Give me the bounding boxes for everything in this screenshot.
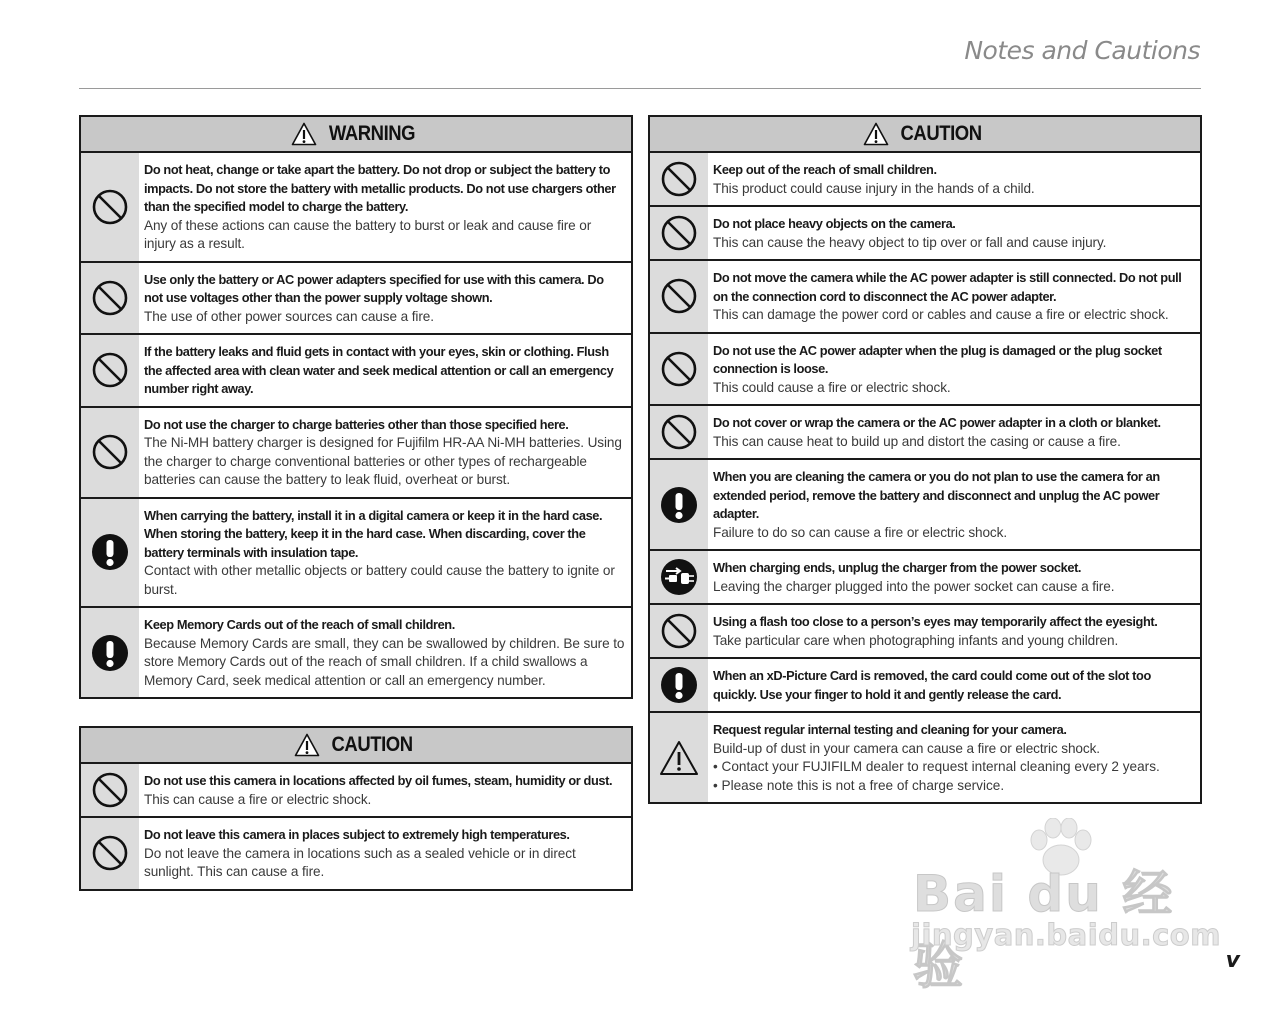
header-divider bbox=[79, 88, 1201, 89]
notice-body: This product could cause injury in the hands of a child. bbox=[713, 180, 1035, 196]
prohibited-icon bbox=[660, 160, 698, 198]
notice-text bbox=[708, 406, 1200, 458]
icon-cell bbox=[650, 261, 708, 332]
box-title: WARNING bbox=[328, 122, 416, 145]
notice-row bbox=[650, 659, 1200, 713]
notice-body: The use of other power sources can cause a fire. bbox=[144, 308, 434, 324]
notice-text bbox=[139, 335, 631, 406]
caution-triangle-icon bbox=[659, 740, 699, 776]
prohibited-icon bbox=[660, 277, 698, 315]
notice-bullet: • Contact your FUJIFILM dealer to request internal cleaning every 2 years. bbox=[713, 759, 1160, 774]
icon-cell bbox=[650, 659, 708, 711]
notice-text bbox=[708, 460, 1200, 549]
notice-row bbox=[650, 334, 1200, 407]
mandatory-icon bbox=[660, 666, 698, 704]
notice-text bbox=[708, 659, 1200, 711]
watermark-brand: Bai du 经验 bbox=[913, 865, 1175, 995]
notice-body: Contact with other metallic objects or battery could cause the battery to ignite or burst. bbox=[144, 563, 615, 597]
icon-cell bbox=[81, 335, 139, 406]
notice-body: Leaving the charger plugged into the power socket can cause a fire. bbox=[713, 578, 1115, 594]
notice-body: Take particular care when photographing infants and young children. bbox=[713, 632, 1119, 648]
notice-heading: Use only the battery or AC power adapters specified for use with this camera. Do not use voltages other than the power supply voltage shown. bbox=[144, 271, 604, 305]
notice-heading: Keep Memory Cards out of the reach of small children. bbox=[144, 617, 455, 632]
baidu-watermark bbox=[905, 818, 1221, 995]
notice-heading: Do not heat, change or take apart the battery. Do not drop or subject the battery to impacts. Do not store the battery with metallic products. Do not use chargers other than the specified model to charge the battery. bbox=[144, 162, 616, 214]
notice-text bbox=[708, 605, 1200, 657]
notice-row bbox=[81, 335, 631, 408]
notice-row bbox=[650, 551, 1200, 605]
notice-body: This can cause heat to build up and distort the casing or cause a fire. bbox=[713, 433, 1121, 449]
notice-text bbox=[708, 261, 1200, 332]
icon-cell bbox=[650, 334, 708, 405]
mandatory-icon bbox=[660, 486, 698, 524]
notice-heading: When you are cleaning the camera or you do not plan to use the camera for an extended period, remove the battery and disconnect and unplug the AC power adapter. bbox=[713, 469, 1160, 521]
notice-heading: Do not leave this camera in places subject to extremely high temperatures. bbox=[144, 827, 570, 842]
notice-bullet: • Please note this is not a free of charge service. bbox=[713, 777, 1005, 793]
prohibited-icon bbox=[660, 214, 698, 252]
icon-cell bbox=[81, 408, 139, 497]
notice-row bbox=[81, 263, 631, 336]
notice-text bbox=[139, 499, 631, 607]
page-number: v bbox=[1225, 948, 1240, 973]
mandatory-icon bbox=[91, 533, 129, 571]
page-title: Notes and Cautions bbox=[964, 36, 1200, 65]
notice-body: Failure to do so can cause a fire or electric shock. bbox=[713, 524, 1008, 540]
notice-row bbox=[81, 818, 631, 889]
notice-text bbox=[708, 551, 1200, 603]
box-header bbox=[81, 117, 631, 153]
notice-text bbox=[139, 818, 631, 889]
notice-text bbox=[139, 263, 631, 334]
icon-cell bbox=[650, 551, 708, 603]
icon-cell bbox=[650, 153, 708, 205]
notice-heading: When charging ends, unplug the charger from the power socket. bbox=[713, 560, 1082, 575]
notice-heading: Request regular internal testing and cleaning for your camera. bbox=[713, 722, 1067, 737]
icon-cell bbox=[650, 605, 708, 657]
icon-cell bbox=[650, 406, 708, 458]
notice-heading: Using a flash too close to a person’s eyes may temporarily affect the eyesight. bbox=[713, 614, 1158, 629]
prohibited-icon bbox=[660, 612, 698, 650]
icon-cell bbox=[650, 460, 708, 549]
notice-row bbox=[81, 764, 631, 818]
box-header bbox=[81, 728, 631, 764]
notice-text bbox=[708, 713, 1200, 802]
warning-box bbox=[79, 115, 633, 699]
notice-row bbox=[650, 207, 1200, 261]
notice-body: The Ni-MH battery charger is designed for Fujifilm HR-AA Ni-MH batteries. Using the charger to charge conventional batteries or other types of rechargeable batteries can cause the battery to leak fluid, overheat or burst. bbox=[144, 435, 622, 487]
notice-text bbox=[139, 408, 631, 497]
prohibited-icon bbox=[91, 834, 129, 872]
prohibited-icon bbox=[660, 350, 698, 388]
notice-text bbox=[139, 608, 631, 697]
prohibited-icon bbox=[91, 433, 129, 471]
notice-text bbox=[708, 207, 1200, 259]
icon-cell bbox=[81, 818, 139, 889]
caution-box-right bbox=[648, 115, 1202, 804]
icon-cell bbox=[81, 153, 139, 261]
notice-row bbox=[650, 153, 1200, 207]
notice-heading: Keep out of the reach of small children. bbox=[713, 162, 937, 177]
caution-box-left bbox=[79, 726, 633, 891]
notice-body: This can cause a fire or electric shock. bbox=[144, 791, 372, 807]
icon-cell bbox=[81, 499, 139, 607]
head-triangle-icon bbox=[294, 733, 320, 757]
notice-heading: If the battery leaks and fluid gets in contact with your eyes, skin or clothing. Flush the affected area with clean water and seek medical attention or call an emergency number right away. bbox=[144, 344, 614, 396]
head-triangle-icon bbox=[863, 122, 889, 146]
notice-row bbox=[81, 499, 631, 609]
notice-heading: When an xD-Picture Card is removed, the card could come out of the slot too quickly. Use your finger to hold it and gently release the card. bbox=[713, 668, 1151, 702]
box-title: CAUTION bbox=[900, 122, 982, 145]
prohibited-icon bbox=[91, 351, 129, 389]
mandatory-icon bbox=[91, 634, 129, 672]
unplug-icon bbox=[660, 558, 698, 596]
box-header bbox=[650, 117, 1200, 153]
prohibited-icon bbox=[660, 413, 698, 451]
notice-body: Because Memory Cards are small, they can be swallowed by children. Be sure to store Memory Cards out of the reach of small children. If a child swallows a Memory Card, seek medical attention or call an emergency number. bbox=[144, 635, 625, 688]
prohibited-icon bbox=[91, 279, 129, 317]
notice-body: Any of these actions can cause the battery to burst or leak and cause fire or injury as a result. bbox=[144, 217, 592, 251]
notice-heading: Do not use the charger to charge batteries other than those specified here. bbox=[144, 416, 569, 432]
notice-row bbox=[650, 261, 1200, 334]
notice-heading: Do not move the camera while the AC power adapter is still connected. Do not pull on the connection cord to disconnect the AC power adapter. bbox=[713, 270, 1182, 304]
notice-heading: When carrying the battery, install it in a digital camera or keep it in the hard case. When storing the battery, keep it in the hard case. When discarding, cover the battery terminals with insulation tape. bbox=[144, 507, 603, 560]
notice-body: This could cause a fire or electric shock. bbox=[713, 379, 951, 395]
notice-row bbox=[650, 713, 1200, 802]
box-title: CAUTION bbox=[331, 733, 413, 756]
notice-text bbox=[708, 334, 1200, 405]
notice-body: This can cause the heavy object to tip over or fall and cause injury. bbox=[713, 234, 1107, 250]
notice-row bbox=[650, 406, 1200, 460]
notice-row bbox=[650, 605, 1200, 659]
icon-cell bbox=[650, 207, 708, 259]
notice-text bbox=[139, 153, 631, 261]
notice-row bbox=[81, 408, 631, 499]
notice-heading: Do not use this camera in locations affected by oil fumes, steam, humidity or dust. bbox=[144, 773, 613, 788]
watermark-url: jingyan.baidu.com bbox=[911, 918, 1221, 952]
icon-cell bbox=[81, 608, 139, 697]
prohibited-icon bbox=[91, 188, 129, 226]
icon-cell bbox=[81, 263, 139, 334]
notice-text bbox=[139, 764, 631, 816]
icon-cell bbox=[81, 764, 139, 816]
head-triangle-icon bbox=[291, 122, 317, 146]
notice-heading: Do not place heavy objects on the camera. bbox=[713, 216, 956, 231]
notice-body: This can damage the power cord or cables and cause a fire or electric shock. bbox=[713, 307, 1169, 322]
icon-cell bbox=[650, 713, 708, 802]
prohibited-icon bbox=[91, 771, 129, 809]
notice-heading: Do not cover or wrap the camera or the AC power adapter in a cloth or blanket. bbox=[713, 415, 1161, 430]
notice-row bbox=[81, 608, 631, 697]
notice-body: Do not leave the camera in locations such as a sealed vehicle or in direct sunlight. This can cause a fire. bbox=[144, 845, 576, 879]
notice-row bbox=[650, 460, 1200, 551]
notice-row bbox=[81, 153, 631, 263]
notice-heading: Do not use the AC power adapter when the plug is damaged or the plug socket connection is loose. bbox=[713, 342, 1162, 376]
notice-body: Build-up of dust in your camera can cause a fire or electric shock. bbox=[713, 740, 1100, 756]
notice-text bbox=[708, 153, 1200, 205]
